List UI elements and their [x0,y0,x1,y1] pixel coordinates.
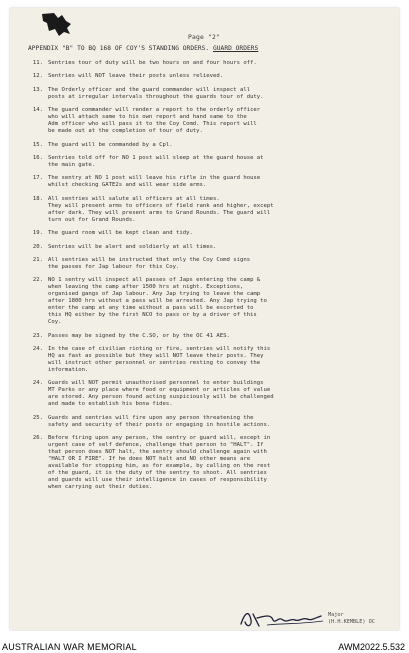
order-item [26,230,398,237]
order-text-line: and guards will use their intelligence in cases of responsibility [48,477,267,484]
order-text-line: They will present arms to officers of field rank and higher, except [48,202,274,209]
order-text-line: the passes for Jap labour for this Coy. [48,263,180,270]
order-text-line: In the case of civilian rioting or fire, sentries will notify this [48,346,271,353]
order-number: 17. [32,175,43,182]
signature-block [328,612,375,626]
order-text [48,60,398,67]
order-text [48,333,398,340]
order-text-line: posts at irregular intervals throughout the guards tour of duty. [48,93,264,100]
archive-footer [0,631,409,653]
signatory-rank: Major [328,612,344,618]
order-text [48,73,398,80]
order-text-line: turn out for Grand Rounds. [48,216,136,223]
order-text-line: Before firing upon any person, the sentry or guard will, except in [48,435,271,442]
order-text [48,380,398,408]
order-text [48,435,398,491]
document-heading [28,45,388,52]
order-text-line: after dark. They will present arms to Grand Rounds. The guard will [48,209,271,216]
order-item [26,435,398,491]
order-text-line: The guard commander will render a report to the orderly officer [48,107,261,114]
heading-title: GUARD ORDERS [213,45,259,52]
order-item [26,277,398,326]
order-text-line: Sentries will be alert and soldierly at all times. [48,243,217,250]
order-text-line: Sentries told off for NO 1 post will sleep at the guard house at [48,154,264,161]
order-number: 19. [32,230,43,237]
order-number: 24. [32,380,43,387]
order-number: 16. [32,154,43,161]
order-item [26,333,398,340]
order-item [26,244,398,251]
order-text-line: will instruct other personnel or sentries resting to convey the [48,360,261,367]
order-text-line: when leaving the camp after 1500 hrs at night. Exceptions, [48,284,244,291]
order-text-line: enter the camp at any time without a pass will be escorted to [48,305,254,312]
order-text-line: be made out at the completion of tour of duty. [48,128,203,135]
order-text-line: urgent case of self defence, challenge that person to "HALT". If [48,442,264,449]
order-text-line: when carrying out their duties. [48,484,153,491]
order-number: 11. [32,60,43,66]
page-number: Page "2" [188,34,220,41]
order-text-line: The guard room will be kept clean and tidy. [48,230,193,237]
order-text [48,107,398,135]
order-text [48,277,398,326]
order-text [48,196,398,224]
order-number: 24. [32,346,43,353]
order-text-line: that person does NOT halt, the sentry should challenge again with [48,449,267,456]
order-text [48,155,398,169]
order-number: 18. [32,195,43,202]
order-item [26,196,398,224]
order-number: 23. [32,332,43,339]
order-text-line: available for stopping him, as for example, by calling on the rest [48,463,271,470]
order-item [26,380,398,408]
order-text-line: and made to establish his bona fides. [48,401,173,408]
order-text-line: HQ as fast as possible but they will NOT leave their posts. They [48,353,264,360]
order-text-line: Passes may be signed by the C.SO, or by the OC 41 AES. [48,332,230,339]
order-number: 20. [32,243,43,250]
order-text-line: All sentries will be instructed that only the Coy Comd signs [48,256,251,263]
order-text-line: Coy. [48,319,62,326]
order-text-line: who will attach same to his own report and hand same to the [48,114,247,121]
order-text-line: The Orderly officer and the guard commander will inspect all [48,86,251,93]
order-text-line: safety and security of their posts or engaging in hostile actions. [48,421,271,428]
signatory-name: (H.H.KEMBLE) OC [328,619,375,625]
accession-number: AWM2022.5.532 [338,642,405,652]
order-item [26,155,398,169]
order-text-line: Guards and sentries will fire upon any person threatening the [48,414,254,421]
order-number: 26. [32,435,43,442]
order-item [26,60,398,67]
order-text-line: organised gangs of Jap labour. Any Jap trying to leave the camp [48,291,261,298]
order-text-line: the main gate. [48,161,96,168]
order-text-line: of the guard, it is the duty of the sentry to shoot. All sentries [48,470,267,477]
order-text-line: "HALT OR I FIRE". If he does NOT halt and NO other means are [48,456,251,463]
order-number: 21. [32,256,43,263]
order-item [26,415,398,429]
document-page [10,8,399,630]
order-text [48,175,398,189]
order-text-line: The sentry at NO 1 post will leave his rifle in the guard house [48,175,261,182]
order-text-line: information. [48,367,89,374]
order-item [26,175,398,189]
handwritten-signature [237,606,327,630]
order-text-line: are stored. Any person found acting suspiciously will be challenged [48,394,274,401]
order-number: 14. [32,107,43,114]
order-number: 15. [32,141,43,148]
order-text [48,244,398,251]
order-text-line: The guard will be commanded by a Cpl. [48,141,173,148]
order-item [26,107,398,135]
order-item [26,346,398,374]
order-text [48,87,398,101]
order-text-line: Adm officer who will pass it to the Coy Comd. This report will [48,121,257,128]
order-text [48,257,398,271]
order-text [48,142,398,149]
order-text [48,415,398,429]
archive-name: AUSTRALIAN WAR MEMORIAL [2,642,137,652]
order-text-line: All sentries will salute all officers at all times. [48,195,220,202]
order-item [26,142,398,149]
order-item [26,73,398,80]
order-text-line: Sentries will NOT leave their posts unless relieved. [48,73,224,80]
heading-prefix: APPENDIX "B" TO BQ 168 OF COY'S STANDING ORDERS. [28,45,210,52]
order-text-line: this HQ either by the first NCO to pass or by a driver of this [48,312,257,319]
order-text-line: Sentries tour of duty will be two hours on and four hours off. [48,60,257,66]
order-text-line: Guards will NOT permit unauthorised personnel to enter buildings [48,380,264,387]
order-text-line: MT Parks or any place where food or equipment or articles of value [48,387,271,394]
order-number: 22. [32,277,43,284]
orders-list [26,60,398,498]
order-number: 25. [32,414,43,421]
order-item [26,87,398,101]
torn-corner-icon [40,12,74,38]
order-text-line: NO 1 sentry will inspect all passes of Japs entering the camp & [48,277,261,284]
order-text-line: after 1800 hrs without a pass will be arrested. Any Jap trying to [48,298,267,305]
order-text [48,346,398,374]
order-number: 13. [32,86,43,93]
order-number: 12. [32,73,43,80]
order-text [48,230,398,237]
order-item [26,257,398,271]
order-text-line: whilst checking GATE2s and will wear side arms. [48,182,207,189]
